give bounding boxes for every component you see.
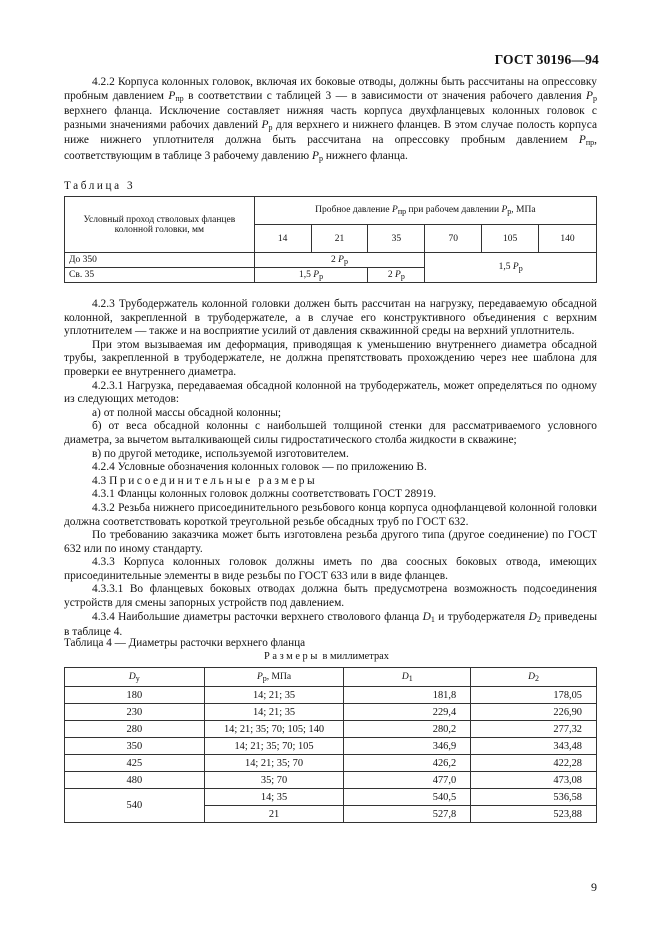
table-4-d2: 226,90 [471, 704, 597, 721]
table-4-pr: 14; 21; 35 [204, 704, 344, 721]
table-4-pr: 14; 21; 35 [204, 687, 344, 704]
table-3-pressure: 140 [539, 225, 597, 253]
table-row [65, 704, 597, 721]
table-row [65, 755, 597, 772]
table-4-header-pr: $P_р$, МПа [204, 668, 344, 687]
table-4-d2: 523,88 [471, 806, 597, 823]
table-4-d1: 527,8 [344, 806, 471, 823]
table-4-d2: 277,32 [471, 721, 597, 738]
table-4 [64, 667, 597, 823]
table-4-pr: 14; 21; 35; 70; 105; 140 [204, 721, 344, 738]
section-heading-4-3: 4.3 Присоединительные размеры [92, 474, 318, 487]
table-4-d2: 178,05 [471, 687, 597, 704]
table-4-dy: 230 [65, 704, 205, 721]
table-4-pr: 14; 35 [204, 789, 344, 806]
paragraph-deformation: При этом вызываемая им деформация, приводящая к уменьшению внутреннего диаметра обсадной трубы, закрепленной в трубодержателе, не должна препятствовать прохождению через нее шаблона для проверки ее внутреннего диаметра. [64, 338, 597, 378]
table-4-header-d2: $D_2$ [471, 668, 597, 687]
table-4-dy: 280 [65, 721, 205, 738]
table-3-pressure: 70 [425, 225, 482, 253]
table-row [65, 253, 597, 268]
table-4-dy: 350 [65, 738, 205, 755]
table-row [65, 738, 597, 755]
paragraph-4-2-3-1: 4.2.3.1 Нагрузка, передаваемая обсадной колонной на трубодержатель, может определяться по одному из следующих методов: [64, 379, 597, 406]
table-3-row-label: До 350 [65, 253, 255, 268]
paragraph-request: По требованию заказчика может быть изготовлена резьба другого типа (другое соединение) по ГОСТ 632 или по иному стандарту. [64, 529, 597, 555]
paragraph-4-3-2: 4.3.2 Резьба нижнего присоединительного резьбового конца корпуса однофланцевой колонной головки должна соответствовать короткой треугольной резьбе обсадных труб по ГОСТ 632. [64, 501, 597, 528]
table-4-d1: 280,2 [344, 721, 471, 738]
table-row [65, 772, 597, 789]
paragraph-4-2-2: 4.2.2 Корпуса колонных головок, включая их боковые отводы, должны быть рассчитаны на опрессовку пробным давлением $P_{пр}$ в соответствии с таблицей 3 — в зависимости от значения рабочего давления $P_р$ верхнего фланца. Исключение составляет нижняя часть корпуса двухфланцевых колонных головок с разными значениями рабочих давлений $P_р$ для верхнего и нижнего фланцев. В этом случае полость корпуса ниже нижнего уплотнителя должна быть рассчитана на опрессовку пробным давлением $P_{пр}$, соответствующим в таблице 3 рабочему давлению $P_р$ нижнего фланца. [64, 76, 597, 163]
table-4-d2: 422,28 [471, 755, 597, 772]
table-4-pr: 35; 70 [204, 772, 344, 789]
table-4-d2: 343,48 [471, 738, 597, 755]
table-3-header-left: Условный проход стволовых фланцев колонной головки, мм [65, 197, 255, 253]
paragraph-4-2-4: 4.2.4 Условные обозначения колонных головок — по приложению В. [92, 461, 427, 474]
paragraph-4-2-3: 4.2.3 Трубодержатель колонной головки должен быть рассчитан на нагрузку, передаваемую обсадной колонной, закрепленной в трубодержателе, а в случае его конструктивного объединения с верхним уплотнителем — также и на восприятие усилий от давления скважинной среды на верхний уплотнитель. [64, 298, 597, 338]
table-3 [64, 196, 597, 283]
list-item: а) от полной массы обсадной колонны; [92, 406, 282, 419]
table-3-pressure: 14 [254, 225, 311, 253]
table-4-dy: 180 [65, 687, 205, 704]
table-3-caption: Таблица 3 [64, 180, 136, 192]
list-item: б) от веса обсадной колонны с наибольшей толщиной стенки для рассматриваемого условного диаметра, за вычетом выталкивающей силы гидростатического столба жидкости в скважине; [64, 420, 597, 446]
paragraph-4-3-1: 4.3.1 Фланцы колонных головок должны соответствовать ГОСТ 28919. [92, 488, 437, 501]
table-3-pressure: 35 [368, 225, 425, 253]
table-4-d1: 477,0 [344, 772, 471, 789]
table-4-dy: 425 [65, 755, 205, 772]
table-4-d2: 473,08 [471, 772, 597, 789]
table-4-d1: 540,5 [344, 789, 471, 806]
list-item: в) по другой методике, используемой изготовителем. [92, 447, 349, 460]
table-3-cell: 2 $P_р$ [368, 268, 425, 283]
page-number: 9 [591, 880, 597, 894]
table-3-cell: 2 $P_р$ [254, 253, 425, 268]
table-4-dy: 540 [65, 789, 205, 823]
table-3-cell: 1,5 $P_р$ [254, 268, 368, 283]
table-3-pressure: 21 [311, 225, 368, 253]
table-3-row-label: Св. 35 [65, 268, 255, 283]
body-text [64, 298, 597, 640]
table-row [65, 789, 597, 806]
table-4-caption: Таблица 4 — Диаметры расточки верхнего фланца [64, 637, 306, 649]
table-3-cell-right: 1,5 $P_р$ [425, 253, 597, 283]
table-row [65, 721, 597, 738]
table-4-header-d1: $D_1$ [344, 668, 471, 687]
paragraph-4-3-3: 4.3.3 Корпуса колонных головок должны иметь по два соосных боковых отвода, имеющих присоединительные элементы в виде резьбы по ГОСТ 633 или в виде фланцев. [64, 556, 597, 582]
paragraph-4-3-3-1: 4.3.3.1 Во фланцевых боковых отводах должна быть предусмотрена возможность подсоединения устройств для смены запорных устройств под давлением. [64, 583, 597, 610]
table-3-header-right: Пробное давление $P_{пр}$ при рабочем давлении $P_р$, МПа [254, 197, 596, 225]
table-4-pr: 14; 21; 35; 70 [204, 755, 344, 772]
table-row [65, 687, 597, 704]
table-3-pressure: 105 [482, 225, 539, 253]
paragraph-4-3-4: 4.3.4 Наибольшие диаметры расточки верхнего стволового фланца $D_1$ и трубодержателя $D_2$ приведены в таблице 4. [64, 610, 597, 639]
table-4-pr: 14; 21; 35; 70; 105 [204, 738, 344, 755]
table-4-units: Размеры в миллиметрах [264, 651, 389, 662]
table-4-d1: 181,8 [344, 687, 471, 704]
table-4-d1: 426,2 [344, 755, 471, 772]
table-4-d1: 229,4 [344, 704, 471, 721]
document-header: ГОСТ 30196—94 [494, 52, 599, 67]
table-4-d2: 536,58 [471, 789, 597, 806]
table-4-dy: 480 [65, 772, 205, 789]
table-4-d1: 346,9 [344, 738, 471, 755]
table-4-header-dy: $D_у$ [65, 668, 205, 687]
table-4-pr: 21 [204, 806, 344, 823]
